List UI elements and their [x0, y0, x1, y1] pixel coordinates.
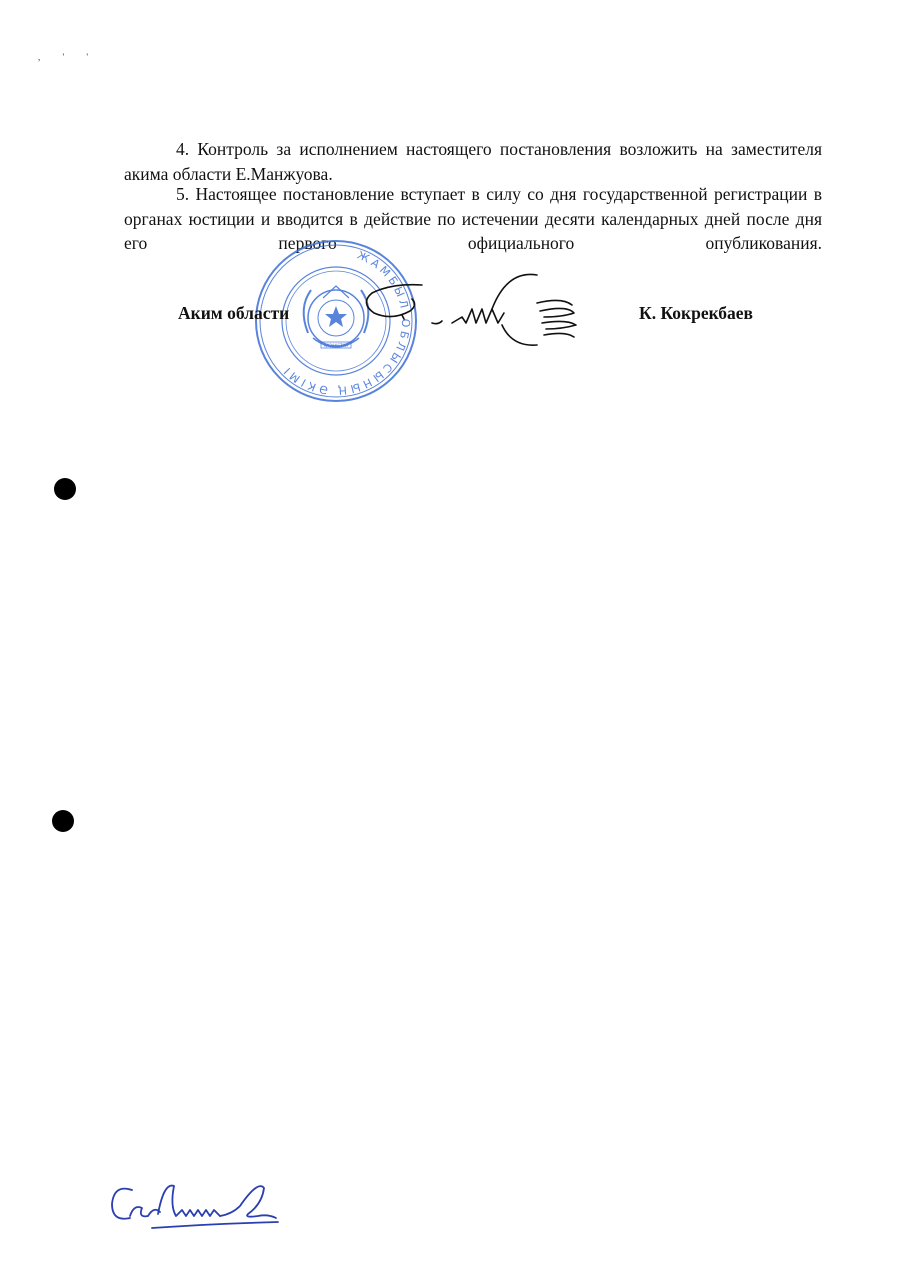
position-label: Аким области — [178, 303, 290, 323]
corner-marks: , ' ' — [38, 52, 98, 62]
punch-hole-bottom — [52, 810, 74, 832]
signatory-name: К. Кокрекбаев — [639, 303, 753, 323]
paragraph-4: 4. Контроль за исполнением настоящего постановления возложить на заместителя акима области Е.Манжуова. — [124, 139, 822, 184]
bottom-signature — [108, 1176, 284, 1238]
seal-inner-text: ҚАЗАҚСТАН — [323, 343, 349, 348]
punch-hole-top — [54, 478, 76, 500]
akim-signature — [362, 265, 602, 355]
seal-text: ЖАМБЫЛ ОБЛЫСЫНЫҢ ӘКІМІ — [279, 248, 413, 398]
paragraph-5: 5. Настоящее постановление вступает в силу со дня государственной регистрации в органах юстиции и вводится в действие по истечении десяти календарных дней после дня его первого официального опубликования. — [124, 184, 822, 253]
